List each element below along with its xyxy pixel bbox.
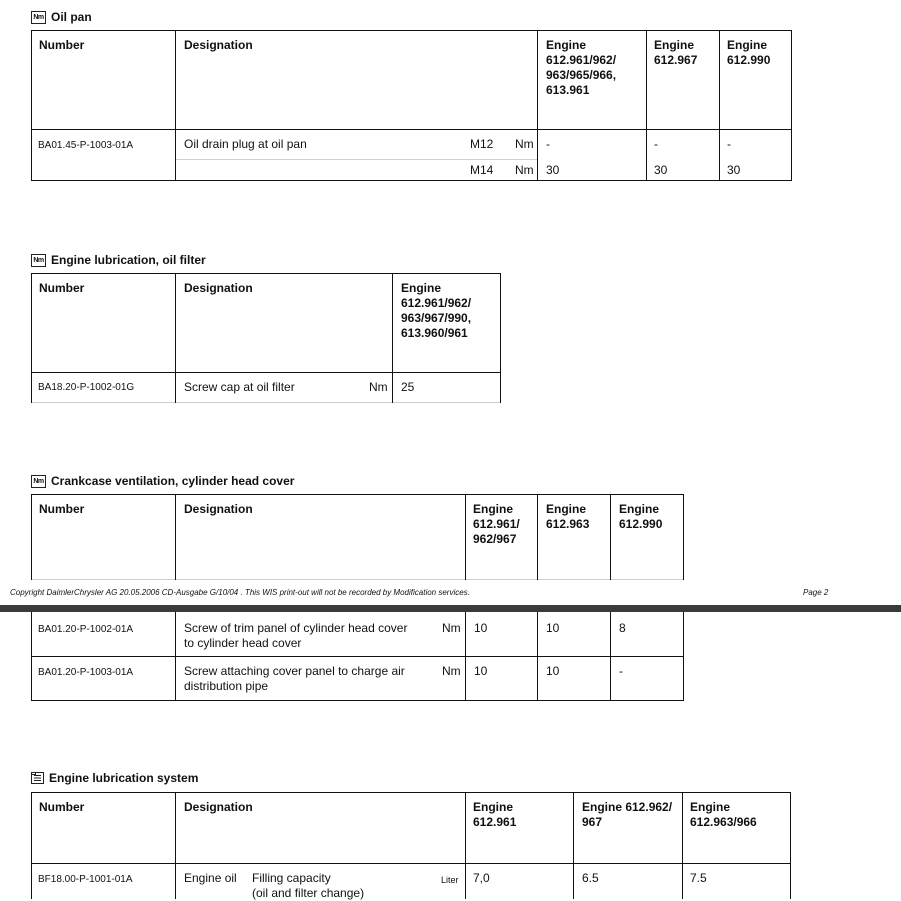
header-engine-2: Engine 612.963 [546, 502, 590, 531]
row-designation: Screw attaching cover panel to charge air distribution pipe [184, 664, 405, 693]
row-unit: Nm [369, 380, 388, 394]
row-size: M12 [470, 137, 494, 151]
section-title-lube-system [31, 771, 198, 785]
header-designation: Designation [184, 800, 253, 814]
row-designation: Screw cap at oil filter [184, 380, 295, 394]
header-engine-3: Engine 612.963/966 [690, 800, 757, 829]
header-engine-1: Engine 612.961/962/ 963/967/990, 613.960/961 [401, 281, 472, 340]
section-title-text: Engine lubrication system [49, 771, 199, 785]
header-number: Number [39, 800, 85, 814]
row-sub-designation: Filling capacity (oil and filter change) [252, 871, 365, 900]
copyright-footer: Copyright DaimlerChrysler AG 20.05.2006 CD-Ausgabe G/10/04 . This WIS print-out will not be recorded by Modification services. [10, 588, 470, 597]
page-number: Page 2 [803, 588, 829, 597]
row-number: BF18.00-P-1001-01A [38, 874, 133, 885]
row-value-1: 10 [474, 664, 488, 678]
header-designation: Designation [184, 38, 253, 52]
header-engine-3: Engine 612.990 [727, 38, 771, 67]
row-value-3: - [727, 137, 731, 151]
header-engine-2: Engine 612.967 [654, 38, 698, 67]
section-title-text: Crankcase ventilation, cylinder head cover [51, 474, 295, 488]
row-unit: Liter [441, 875, 459, 885]
row-value-1: 10 [474, 621, 488, 635]
row-value-1: 30 [546, 163, 560, 177]
row-designation: Oil drain plug at oil pan [184, 137, 307, 151]
row-value-2: 6.5 [582, 871, 599, 885]
section-title-text: Oil pan [51, 10, 92, 24]
torque-icon: Nm [31, 475, 46, 488]
header-engine-2: Engine 612.962/ 967 [582, 800, 673, 829]
row-unit: Nm [442, 664, 461, 678]
row-value-1: 25 [401, 380, 415, 394]
row-value-1: - [546, 137, 550, 151]
header-engine-1: Engine 612.961/ 962/967 [473, 502, 520, 546]
row-unit: Nm [515, 163, 534, 177]
row-value-1: 7,0 [473, 871, 490, 885]
section-title-crankcase [31, 474, 294, 488]
header-number: Number [39, 502, 85, 516]
row-size: M14 [470, 163, 494, 177]
row-designation: Engine oil [184, 871, 237, 885]
list-document-icon [31, 772, 44, 784]
row-number: BA01.20-P-1002-01A [38, 624, 134, 635]
row-value-3: 8 [619, 621, 626, 635]
header-designation: Designation [184, 502, 253, 516]
header-number: Number [39, 281, 85, 295]
row-value-2: 30 [654, 163, 668, 177]
section-title-oil-filter [31, 253, 206, 267]
section-title-oil-pan [31, 10, 92, 24]
row-designation: Screw of trim panel of cylinder head cover to cylinder head cover [184, 621, 408, 650]
row-value-3: - [619, 664, 623, 678]
row-value-2: 10 [546, 664, 560, 678]
row-number: BA18.20-P-1002-01G [38, 382, 135, 393]
header-engine-1: Engine 612.961/962/ 963/965/966, 613.961 [546, 38, 617, 97]
row-value-2: - [654, 137, 658, 151]
page-separator [0, 605, 901, 612]
row-number: BA01.45-P-1003-01A [38, 140, 134, 151]
header-designation: Designation [184, 281, 253, 295]
row-number: BA01.20-P-1003-01A [38, 667, 134, 678]
row-unit: Nm [442, 621, 461, 635]
torque-icon: Nm [31, 254, 46, 267]
header-engine-1: Engine 612.961 [473, 800, 517, 829]
row-unit: Nm [515, 137, 534, 151]
row-value-3: 7.5 [690, 871, 707, 885]
row-value-3: 30 [727, 163, 741, 177]
section-title-text: Engine lubrication, oil filter [51, 253, 206, 267]
row-value-2: 10 [546, 621, 560, 635]
header-number: Number [39, 38, 85, 52]
torque-icon: Nm [31, 11, 46, 24]
header-engine-3: Engine 612.990 [619, 502, 663, 531]
